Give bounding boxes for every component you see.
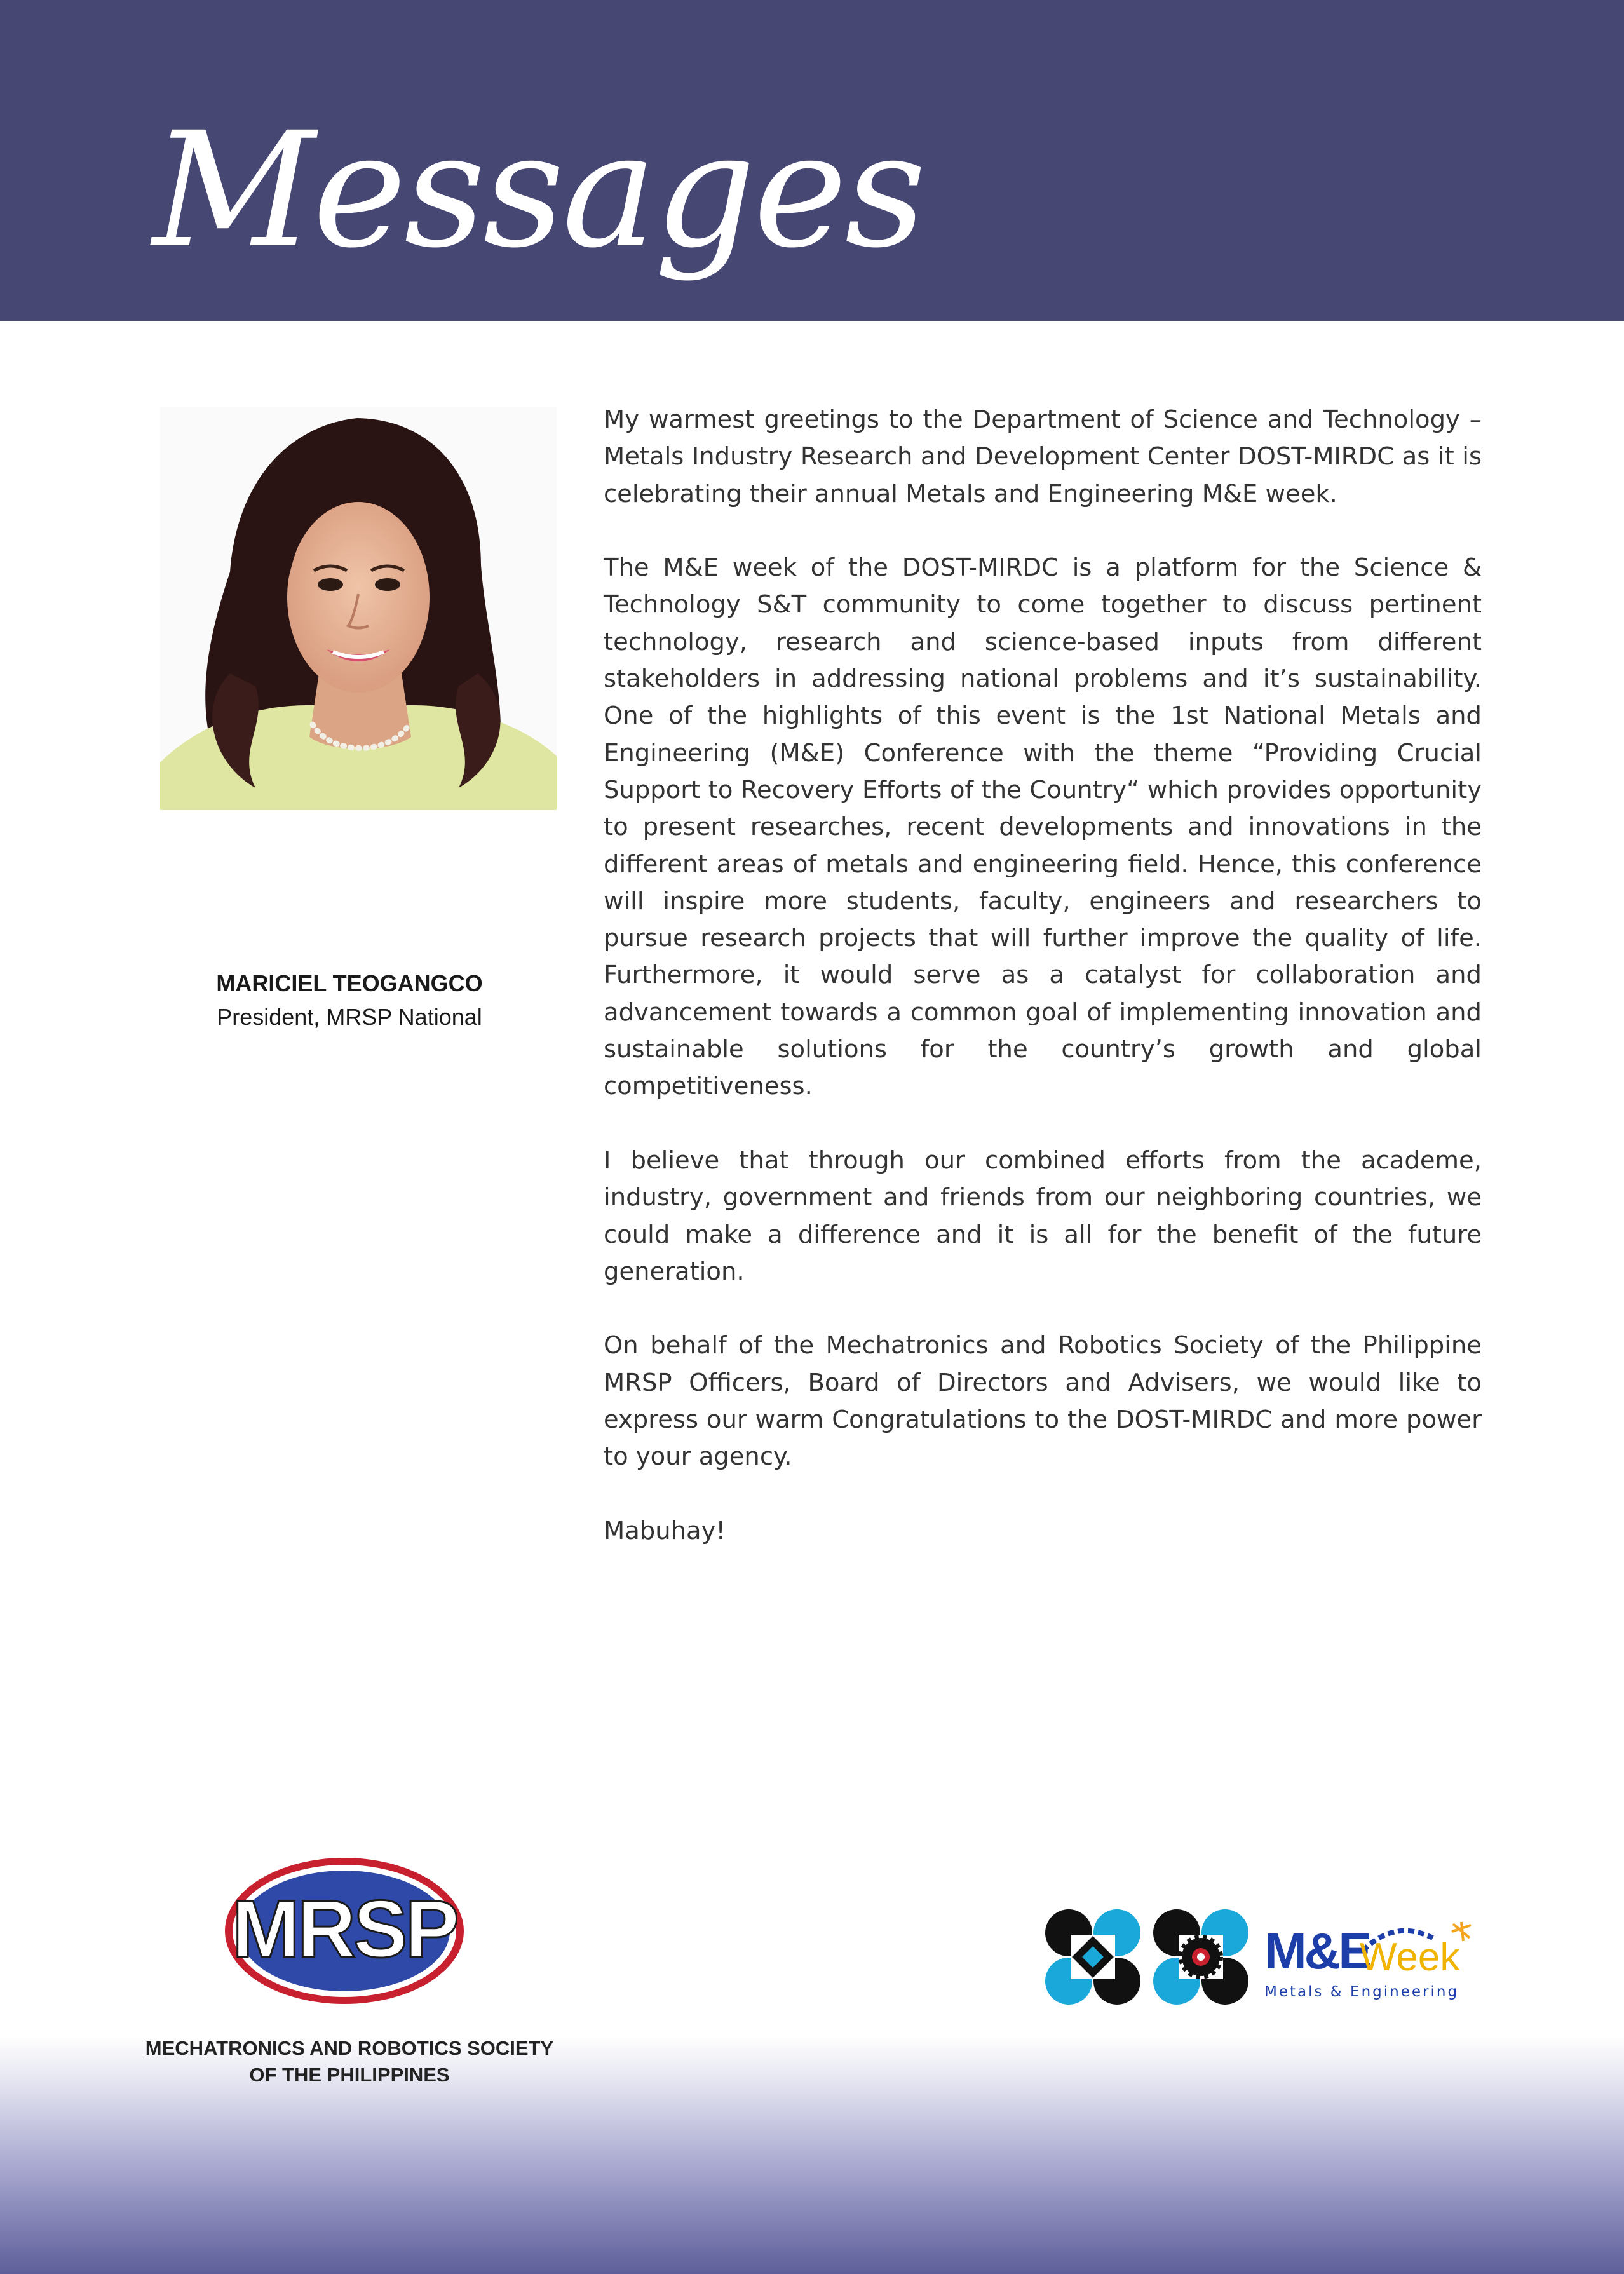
signatory-role: President, MRSP National <box>217 1004 482 1030</box>
me-week-subtitle: Metals & Engineering <box>1264 1984 1459 2000</box>
signatory-name: MARICIEL TEOGANGCO <box>216 970 483 996</box>
mrsp-caption <box>114 2035 585 2088</box>
me-week-word: Week <box>1360 1935 1460 1979</box>
message-paragraph: The M&E week of the DOST-MIRDC is a platform for the Science & Technology S&T community to come together to discuss pertinent technology, research and science-based inputs from different stakeholders in addressing national problems and it’s sustainability. One of the highlights of this event is the 1st National Metals and Engineering (M&E) Conference with the theme “Providing Crucial Support to Recovery Efforts of the Country“ which provides opportunity to present researches, recent developments and innovations in the different areas of metals and engineering field. Hence, this conference will inspire more students, faculty, engineers and researchers to pursue research projects that will further improve the quality of life. Furthermore, it would serve as a catalyst for collaboration and advancement towards a common goal of implementing innovation and sustainable solutions for the country’s growth and global competitiveness. <box>604 553 1482 1101</box>
me-week-logo <box>1261 1919 1480 2008</box>
message-paragraph: Mabuhay! <box>604 1516 726 1545</box>
dost-logo <box>1045 1909 1140 2005</box>
page-title: Messages <box>152 98 924 283</box>
mrsp-logo <box>222 1855 467 2007</box>
message-body <box>604 402 1482 1550</box>
message-paragraph: On behalf of the Mechatronics and Robotics Society of the Philippine MRSP Officers, Board of Directors and Advisers, we would like to express our warm Congratulations to the DOST-MIRDC and more power to your agency. <box>604 1331 1482 1472</box>
mrsp-caption-line1: MECHATRONICS AND ROBOTICS SOCIETY <box>145 2037 554 2059</box>
portrait-photo <box>160 407 557 810</box>
message-paragraph: I believe that through our combined efforts from the academe, industry, government and friends from our neighboring countries, we could make a difference and it is all for the benefit of the future generation. <box>604 1146 1482 1286</box>
header-band <box>0 0 1624 321</box>
mrsp-caption-line2: OF THE PHILIPPINES <box>249 2064 450 2086</box>
dost-mirdc-logo <box>1153 1909 1248 2005</box>
me-week-main-text: M&E <box>1264 1923 1370 1979</box>
message-paragraph: My warmest greetings to the Department of Science and Technology – Metals Industry Research and Development Center DOST-MIRDC as it is celebrating their annual Metals and Engineering M&E week. <box>604 405 1482 508</box>
mrsp-logo-text: MRSP <box>232 1884 457 1975</box>
